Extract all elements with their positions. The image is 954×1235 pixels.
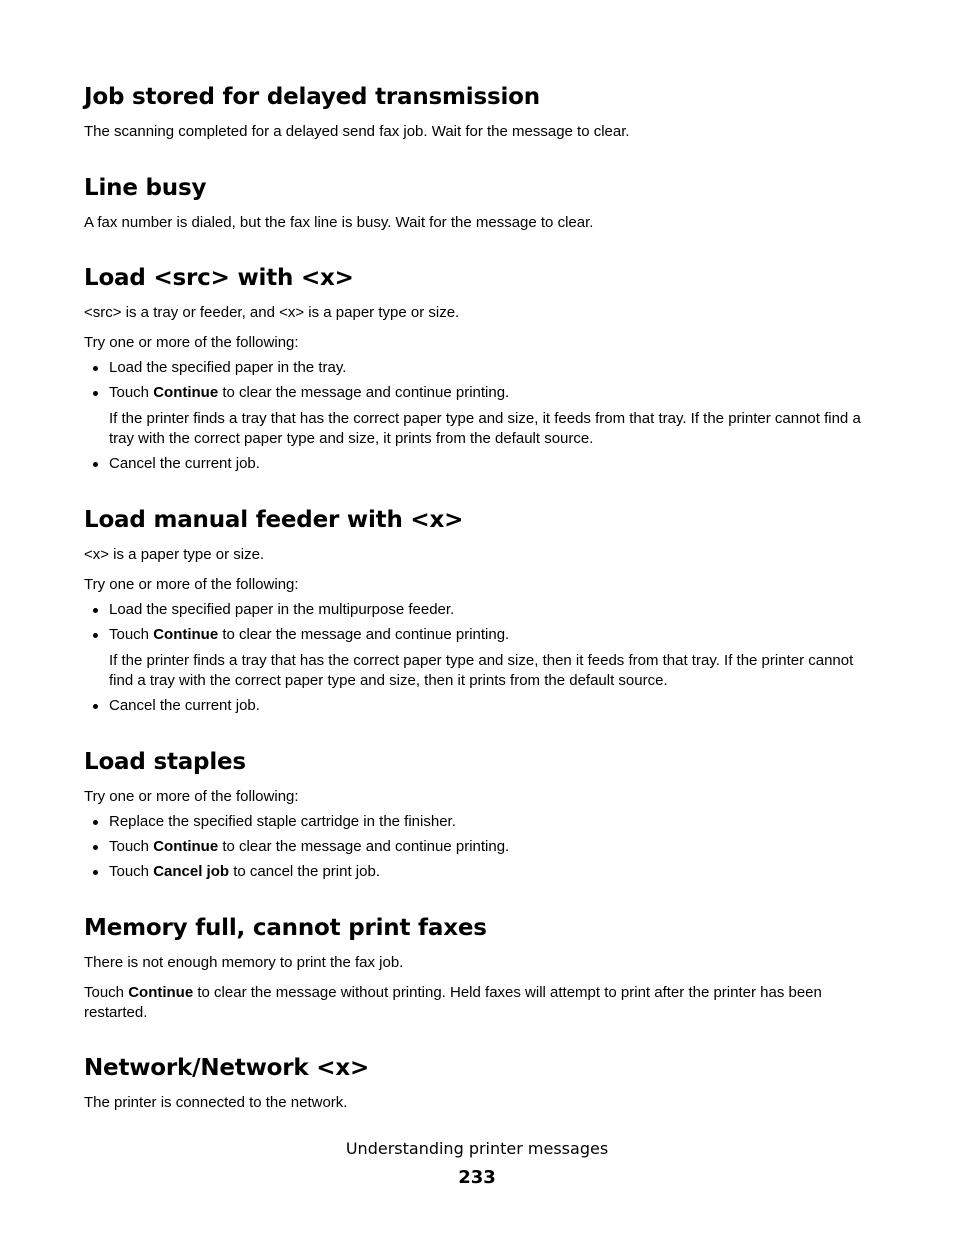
heading-load-manual: Load manual feeder with <x> xyxy=(84,507,464,533)
heading-network: Network/Network <x> xyxy=(84,1055,370,1081)
bullet-dot xyxy=(93,608,98,613)
bullet-dot xyxy=(93,845,98,850)
line-busy-text: A fax number is dialed, but the fax line is busy. Wait for the message to clear. xyxy=(84,214,594,231)
bullet-dot xyxy=(93,366,98,371)
load-staples-try: Try one or more of the following: xyxy=(84,788,299,805)
load-src-intro: <src> is a tray or feeder, and <x> is a paper type or size. xyxy=(84,304,460,321)
heading-load-staples: Load staples xyxy=(84,749,246,775)
bullet-text: Cancel the current job. xyxy=(109,455,260,472)
heading-load-src: Load <src> with <x> xyxy=(84,265,354,291)
footer-section-label: Understanding printer messages xyxy=(345,1139,609,1158)
network-text: The printer is connected to the network. xyxy=(84,1094,348,1111)
bullet-dot xyxy=(93,704,98,709)
bullet-text: Touch Continue to clear the message and continue printing. xyxy=(109,838,510,855)
memory-full-text-2: Touch Continue to clear the message without printing. Held faxes will attempt to print after the printer has been restarted. xyxy=(84,984,822,1021)
heading-memory-full: Memory full, cannot print faxes xyxy=(84,915,487,941)
bullet-text: Load the specified paper in the multipurpose feeder. xyxy=(109,601,455,618)
load-src-bullet-2-detail: If the printer finds a tray that has the correct paper type and size, it feeds from that tray. If the printer cannot find a tray with the correct paper type and size, it prints from the default source. xyxy=(109,410,861,447)
bullet-text: Replace the specified staple cartridge in the finisher. xyxy=(109,813,456,830)
load-src-try: Try one or more of the following: xyxy=(84,334,299,351)
bullet-text: Touch Continue to clear the message and continue printing. xyxy=(109,626,510,643)
bullet-dot xyxy=(93,870,98,875)
load-manual-try: Try one or more of the following: xyxy=(84,576,299,593)
bullet-dot xyxy=(93,462,98,467)
bullet-text: Touch Cancel job to cancel the print job. xyxy=(109,863,380,880)
bullet-dot xyxy=(93,391,98,396)
bullet-text: Touch Continue to clear the message and continue printing. xyxy=(109,384,510,401)
bullet-dot xyxy=(93,820,98,825)
bullet-dot xyxy=(93,633,98,638)
heading-line-busy: Line busy xyxy=(84,175,207,201)
job-stored-text: The scanning completed for a delayed send fax job. Wait for the message to clear. xyxy=(84,123,630,140)
bullet-text: Load the specified paper in the tray. xyxy=(109,359,347,376)
load-manual-bullet-2-detail: If the printer finds a tray that has the correct paper type and size, then it feeds from that tray. If the printer cannot find a tray with the correct paper type and size, then it prints from the default source. xyxy=(109,652,854,689)
bullet-text: Cancel the current job. xyxy=(109,697,260,714)
load-manual-intro: <x> is a paper type or size. xyxy=(84,546,265,563)
heading-job-stored: Job stored for delayed transmission xyxy=(84,84,540,110)
memory-full-text-1: There is not enough memory to print the fax job. xyxy=(84,954,404,971)
page-number: 233 xyxy=(458,1167,496,1188)
